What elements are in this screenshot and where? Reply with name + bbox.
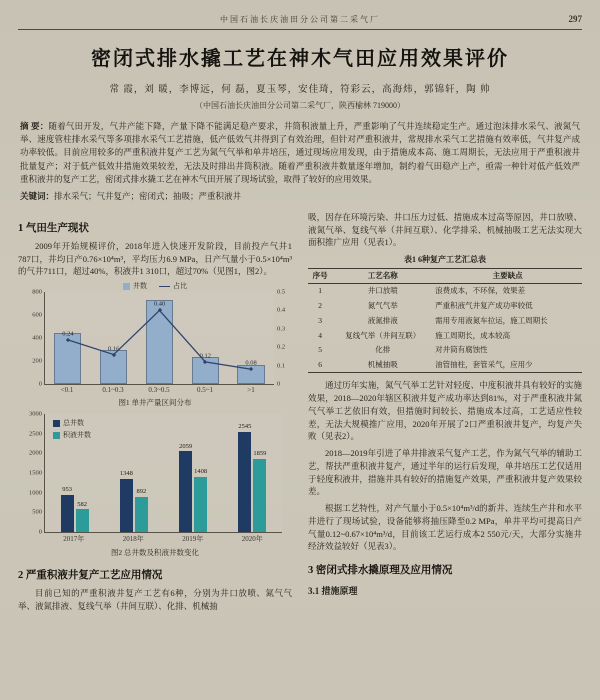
legend-item: 占比 [159, 281, 187, 291]
table-1-header-cell: 序号 [308, 269, 332, 284]
axis-tick-label: 1000 [29, 489, 42, 497]
figure-1-chart [18, 282, 292, 394]
bar [135, 497, 148, 532]
section-1-paragraph: 2009年开始规模评价，2018年进入快速开发阶段，目前投产气井1 787口，井均日产0.76×10⁴m³，平均压力6.9 MPa，日产气量小于0.5×10⁴m³的气井711口，超过40%，积液井1 310口，超过70%（见图1，图2）。 [18, 240, 292, 277]
axis-tick-label: 0 [38, 528, 42, 536]
bar-group [164, 414, 223, 532]
affiliation: （中国石油长庆油田分公司第二采气厂，陕西榆林 719000） [195, 101, 405, 110]
table-cell: 6 [318, 360, 322, 369]
axis-tick-label: 0.5~1 [196, 386, 214, 394]
paper-title: 密闭式排水撬工艺在神木气田应用效果评价 [91, 48, 509, 70]
figure-2-x-axis [44, 534, 282, 544]
legend-item: 总井数 [53, 418, 91, 428]
legend-swatch [53, 432, 60, 439]
axis-tick-label: 200 [32, 357, 42, 365]
legend-item: 积液井数 [53, 430, 91, 440]
figure-2-legend [53, 418, 91, 442]
figure-2 [18, 410, 292, 558]
data-label: 1859 [253, 450, 267, 458]
left-column [18, 211, 292, 617]
table-1-header-cell: 工艺名称 [332, 269, 433, 284]
abstract-text: 随着气田开发，气井产能下降，产量下降不能满足稳产要求，井筒积液量上升，严重影响了气井连续稳定生产。通过泡沫排水采气、液氮气举、速度管柱排水采气等多项排水采气工艺措施，低产低效气井得到了有效治理，但针对严重积液井，常规排水采气工艺措施有效率低，气井复产成功率较低。目前应用较多的严重积液井复产工艺为氮气气举和单井培压，通过现场应用发现，由于措施成本高、施工周期长，无法应用于严重积液井批量复产；对于低产低效井措施效果较差，无法及时排出井筒积液。随着严重积液井数量逐年增加，制约着气田稳产上产，亟需一种针对低产低效严重积液井的复产工艺，密闭式排水撬工艺在神木气田开展了现场试验，取得了较好的应用效果。 [20, 121, 580, 184]
table-row [308, 313, 582, 328]
page-header [18, 14, 582, 29]
bar [253, 459, 266, 532]
data-label: 1348 [119, 470, 133, 478]
figure-1-x-axis [44, 386, 274, 394]
data-label: 0.12 [199, 352, 211, 360]
axis-tick-label: 1500 [29, 469, 42, 477]
page-number: 297 [568, 14, 582, 24]
table-cell: 5 [318, 345, 322, 355]
axis-tick-label: 0.3~0.5 [148, 386, 170, 394]
data-label: 2545 [238, 423, 252, 431]
right-paragraph-1: 通过历年实施，氮气气举工艺针对轻度、中度积液井具有较好的实施效果，2018—2020年辖区积液井复产成功率达到81%，对于严重积液井氮气气举工艺依旧有效，但措施时间较长、措施成本过高，工艺适应性较差，无法大规模推广应用，2020年开展了2口严重积液井复产，均复产失败（见表2）。 [308, 380, 582, 442]
table-row [308, 358, 582, 373]
data-label: 1408 [194, 468, 208, 476]
table-cell: 复线气举（井间互联） [345, 330, 421, 340]
section-2-heading: 2 严重积液井复产工艺应用情况 [18, 570, 163, 581]
table-row [308, 299, 582, 314]
table-cell: 3 [318, 315, 322, 325]
axis-tick-label: 0 [38, 380, 42, 388]
axis-tick-label: 2000 [29, 449, 42, 457]
table-cell: 液氮排液 [367, 315, 398, 325]
data-label: 0.08 [245, 359, 257, 367]
figure-2-chart [18, 410, 292, 544]
table-cell: 浪费成本，不环保，效果差 [435, 286, 526, 296]
right-column [308, 211, 582, 617]
axis-tick-label: 3000 [29, 410, 42, 418]
bar-group [104, 414, 163, 532]
keywords [20, 191, 580, 203]
axis-tick-label: 0.4 [277, 306, 286, 314]
data-label: 953 [62, 486, 72, 494]
axis-tick-label: 2017年 [63, 535, 85, 543]
legend-swatch [123, 283, 130, 290]
axis-tick-label: 0.1 [277, 362, 286, 370]
header-rule [18, 29, 582, 30]
axis-tick-label: 400 [32, 334, 42, 342]
table-cell: 氮气气举 [367, 301, 398, 310]
axis-tick-label: 2500 [29, 430, 42, 438]
table-cell: 严重积液气井复产成功率较低 [435, 301, 533, 310]
table-cell: 施工周期长，成本较高 [435, 330, 511, 340]
axis-tick-label: >1 [247, 386, 255, 394]
axis-tick-label: 0.3 [277, 325, 286, 333]
axis-tick-label: 2020年 [241, 535, 263, 543]
figure-2-caption: 图2 总井数及积液井数变化 [110, 548, 200, 557]
axis-tick-label: 2018年 [122, 535, 144, 543]
bar [120, 479, 133, 532]
keywords-text: 排水采气；气井复产；密闭式；抽吸；严重积液井 [54, 190, 242, 201]
section-3-1-heading: 3.1 措施原理 [308, 586, 358, 596]
abstract [20, 120, 580, 186]
axis-tick-label: 0.5 [277, 288, 286, 296]
table-cell: 需用专用液氮车拉运，施工周期长 [435, 315, 548, 325]
table-row [308, 328, 582, 343]
table-cell: 化排 [375, 345, 391, 355]
table-cell: 井口放喷 [367, 286, 398, 296]
figure-1-caption: 图1 单井产量区间分布 [118, 398, 192, 407]
axis-tick-label: <0.1 [60, 386, 74, 394]
data-label: 0.24 [62, 330, 74, 338]
legend-item: 井数 [123, 281, 147, 291]
axis-tick-label: 800 [32, 288, 42, 296]
table-cell: 机械抽吸 [367, 360, 398, 369]
bar [238, 432, 251, 532]
two-column-body [18, 211, 582, 617]
table-cell: 1 [318, 286, 322, 296]
section-2-paragraph: 目前已知的严重积液井复产工艺有6种，分别为井口放喷、氮气气举、液氮排液、复线气举（井间互联）、化排、机械抽 [18, 588, 292, 611]
figure-1-plot-area [32, 288, 286, 388]
legend-swatch [53, 420, 60, 427]
table-cell: 4 [318, 330, 322, 340]
table-1 [308, 268, 582, 373]
figure-2-plot-area [29, 410, 282, 536]
table-row [308, 343, 582, 358]
journal-name: 中国石油长庆油田分公司第二采气厂 [220, 15, 380, 24]
continuation-paragraph: 吸，因存在环境污染、井口压力过低、措施成本过高等原因，井口放喷、液氮气举、复线气举（井间互联）、化学排采、机械抽吸工艺无法实现大面积推广应用（见表1）。 [308, 211, 582, 248]
data-label: 892 [136, 488, 147, 496]
section-1-heading: 1 气田生产现状 [18, 222, 89, 234]
axis-tick-label: 600 [32, 311, 42, 319]
keywords-label: 关键词： [20, 190, 55, 201]
axis-tick-label: 2019年 [182, 535, 204, 543]
bar [194, 477, 207, 532]
author-list: 常 霞，刘 暖，李博远，何 磊，夏玉琴，安佳琦，符彩云，高海炜，郭锦轩，陶 帅 [109, 85, 491, 95]
data-label: 582 [77, 500, 87, 508]
table-cell: 油管抽柱，套管采气，应用少 [435, 360, 533, 369]
bar [61, 495, 74, 532]
table-cell: 对井筒有腐蚀性 [435, 345, 488, 355]
figure-1 [18, 282, 292, 408]
legend-swatch [159, 286, 170, 287]
data-label: 0.40 [153, 300, 166, 308]
table-1-header-cell: 主要缺点 [433, 269, 582, 284]
table-row [308, 283, 582, 298]
abstract-label: 摘 要： [20, 121, 49, 131]
axis-tick-label: 0 [277, 380, 281, 388]
right-paragraph-3: 根据工艺特性，对产气量小于0.5×10⁴m³/d的新井、连续生产井和水平井进行了现场试验，设备能够将抽压降至0.2 MPa，单井平均可提高日产气量0.12~0.67×10⁴m³/d，目前该工艺运行成本2 550元/天，大部分实施井经济效益较好（见表3）。 [308, 503, 582, 552]
table-1-title: 表1 6种复产工艺汇总表 [404, 255, 486, 264]
section-3-heading: 3 密闭式排水撬原理及应用情况 [308, 565, 453, 576]
bar [76, 509, 89, 532]
figure-1-legend [18, 281, 292, 293]
axis-tick-label: 0.2 [277, 343, 286, 351]
table-cell: 2 [318, 301, 322, 310]
bar [179, 451, 192, 532]
table-1-body [308, 283, 582, 373]
right-paragraph-2: 2018—2019年引进了单井排液采气复产工艺，作为氮气气举的辅助工艺，帮扶严重积液井复产，通过半年的运行后发现，单井培压工艺仅适用于轻度积液井，措施井具有较好的措施复产效果，严重积液井复产效果较差。 [308, 448, 582, 497]
axis-tick-label: 500 [32, 508, 42, 516]
axis-tick-label: 0.1~0.3 [102, 386, 124, 394]
data-label: 2059 [179, 442, 193, 450]
table-1-header-row [308, 269, 582, 284]
bar-group [223, 414, 282, 532]
data-label: 0.16 [108, 345, 120, 353]
